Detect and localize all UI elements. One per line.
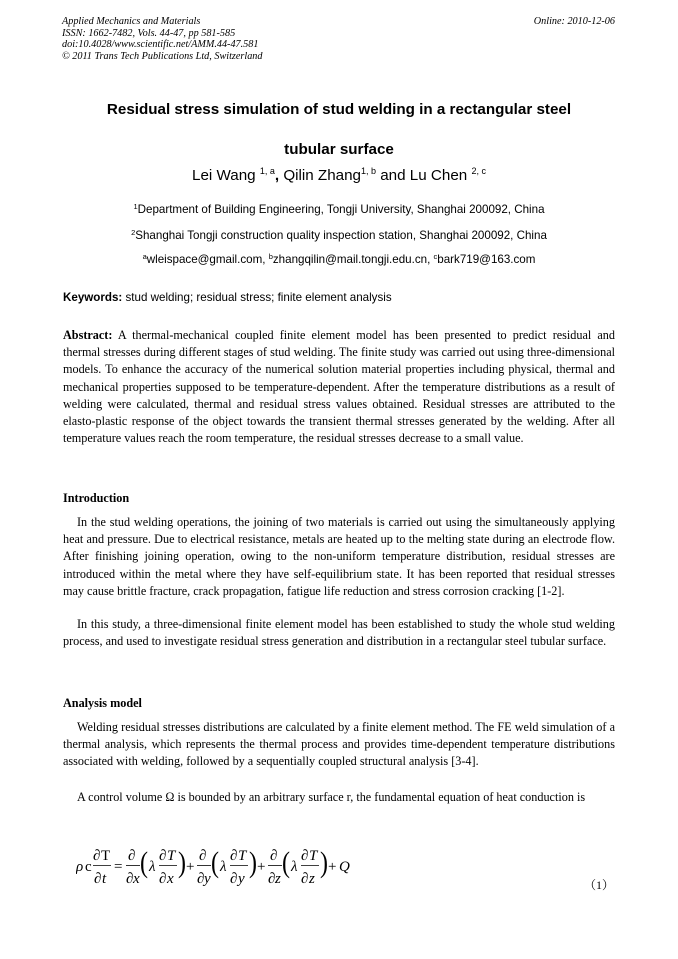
- eq-partial: ∂: [230, 848, 238, 864]
- eq-partial: ∂: [199, 848, 207, 864]
- eq-equals: =: [114, 859, 123, 875]
- affiliation-2: [40, 228, 638, 244]
- eq-left-paren: (: [140, 845, 148, 879]
- eq-lambda: λ: [149, 859, 156, 875]
- eq-rho: ρ: [76, 859, 84, 875]
- author-emails: [40, 252, 638, 268]
- eq-plus: +: [257, 859, 266, 875]
- author-name: Qilin Zhang: [283, 167, 361, 184]
- eq-x: x: [167, 871, 174, 887]
- eq-y: y: [204, 871, 211, 887]
- eq-partial: ∂: [268, 871, 276, 887]
- email-address: bark719@163.com: [437, 253, 536, 266]
- title-line-1: Residual stress simulation of stud welding in a rectangular steel: [106, 101, 572, 118]
- email-marker: b: [268, 252, 273, 261]
- eq-y: y: [238, 871, 245, 887]
- affiliation-marker: 1: [133, 202, 138, 211]
- author-affiliation-marker: 2, c: [471, 166, 486, 176]
- author-name: Lu Chen: [409, 167, 468, 184]
- section-heading-introduction: Introduction: [63, 491, 130, 505]
- paper-title: [40, 90, 638, 170]
- issn-line: ISSN: 1662-7482, Vols. 44-47, pp 581-585: [62, 27, 236, 39]
- email-address: zhangqilin@mail.tongji.edu.cn,: [272, 253, 434, 266]
- keywords-line: [63, 290, 392, 306]
- eq-partial: ∂: [128, 848, 136, 864]
- title-line-2: tubular surface: [284, 141, 394, 158]
- eq-Q: Q: [339, 859, 350, 875]
- eq-left-paren: (: [282, 845, 290, 879]
- abstract-paragraph: [63, 327, 615, 447]
- abstract-text: A thermal-mechanical coupled finite element model has been presented to predict residual and thermal stresses during different stages of stud welding. The finite study was carried out using three-dimensional models. To enhance the accuracy of the numerical solution material properties including physical, thermal and mechanical properties supposed to be temperature-dependent. After the temperature distributions as a result of welding were calculated, thermal and residual stress values obtained. Residual stresses are attributed to the elasto-plastic response of the object towards the transient thermal stresses generated by the welding. After all temperature values reach the room temperature, the residual stresses decrease to a small value.: [63, 328, 615, 446]
- eq-partial: ∂: [301, 871, 309, 887]
- author-affiliation-marker: 1, a: [259, 166, 275, 176]
- eq-z: z: [275, 871, 281, 887]
- section-heading-analysis-model: Analysis model: [63, 696, 142, 710]
- equation-number: （1）: [583, 878, 614, 892]
- eq-z: z: [309, 871, 315, 887]
- keywords-text: stud welding; residual stress; finite element analysis: [122, 291, 392, 304]
- introduction-paragraph-2: In this study, a three-dimensional finite element model has been established to study the whole stud welding process, and used to investigate residual stress generation and distribution in a rectangular steel tubular surface.: [63, 617, 615, 649]
- eq-t: t: [102, 871, 107, 887]
- eq-T: T: [309, 848, 318, 864]
- eq-partial: ∂: [159, 848, 167, 864]
- eq-right-paren: ): [178, 845, 186, 879]
- affiliation-1: [40, 202, 638, 218]
- author-separator: and: [376, 167, 410, 184]
- eq-plus: +: [186, 859, 195, 875]
- eq-lambda: λ: [220, 859, 227, 875]
- eq-partial: ∂: [93, 848, 101, 864]
- author-list: [40, 166, 638, 186]
- eq-x: x: [133, 871, 140, 887]
- journal-name: Applied Mechanics and Materials: [62, 16, 201, 27]
- email-marker: c: [433, 252, 438, 261]
- eq-right-paren: ): [249, 845, 257, 879]
- eq-c: c: [85, 859, 92, 875]
- eq-lambda: λ: [291, 859, 298, 875]
- eq-T: T: [101, 848, 111, 864]
- introduction-paragraph-1: In the stud welding operations, the joining of two materials is carried out using the simultaneously applying heat and pressure. Due to electrical resistance, metals are heated up to the melting state during an electrode flow. After finishing joining operation, owing to the non-uniform temperature distribution, residual stresses are introduced within the metal where they have self-equilibrium state. It has been reported that residual stresses may cause brittle fracture, crack propagation, fatigue life reduction and stress corrosion cracking [1-2].: [63, 515, 615, 598]
- eq-T: T: [238, 848, 247, 864]
- copyright-line: © 2011 Trans Tech Publications Ltd, Switzerland: [62, 50, 263, 62]
- eq-partial: ∂: [230, 871, 238, 887]
- doi-line: doi:10.4028/www.scientific.net/AMM.44-47.581: [62, 39, 259, 51]
- author-affiliation-marker: 1, b: [361, 166, 377, 176]
- journal-header: [62, 16, 262, 62]
- affiliation-marker: 2: [131, 228, 136, 237]
- affiliation-text: Department of Building Engineering, Tongji University, Shanghai 200092, China: [137, 203, 545, 216]
- email-marker: a: [142, 252, 147, 261]
- eq-partial: ∂: [126, 871, 134, 887]
- heat-conduction-equation: [76, 842, 366, 890]
- author-name: Lei Wang: [192, 167, 256, 184]
- abstract-label: Abstract:: [63, 328, 113, 342]
- eq-partial: ∂: [159, 871, 167, 887]
- eq-partial: ∂: [270, 848, 278, 864]
- eq-T: T: [167, 848, 176, 864]
- affiliation-text: Shanghai Tongji construction quality inspection station, Shanghai 200092, China: [135, 229, 547, 242]
- analysis-paragraph-1: Welding residual stresses distributions are calculated by a finite element method. The FE weld simulation of a thermal analysis, which represents the thermal process and provides time-dependent temperature distributions associated with welding, followed by a sequentially coupled structural analysis [3-4].: [63, 720, 615, 769]
- eq-partial: ∂: [197, 871, 205, 887]
- email-address: wleispace@gmail.com,: [146, 253, 269, 266]
- author-separator: ,: [274, 167, 284, 184]
- eq-partial: ∂: [301, 848, 309, 864]
- keywords-label: Keywords:: [63, 291, 123, 304]
- eq-partial: ∂: [94, 871, 102, 887]
- online-date: Online: 2010-12-06: [533, 16, 615, 27]
- analysis-paragraph-2: A control volume Ω is bounded by an arbitrary surface r, the fundamental equation of heat conduction is: [77, 790, 586, 804]
- eq-left-paren: (: [211, 845, 219, 879]
- eq-plus: +: [328, 859, 337, 875]
- eq-right-paren: ): [320, 845, 328, 879]
